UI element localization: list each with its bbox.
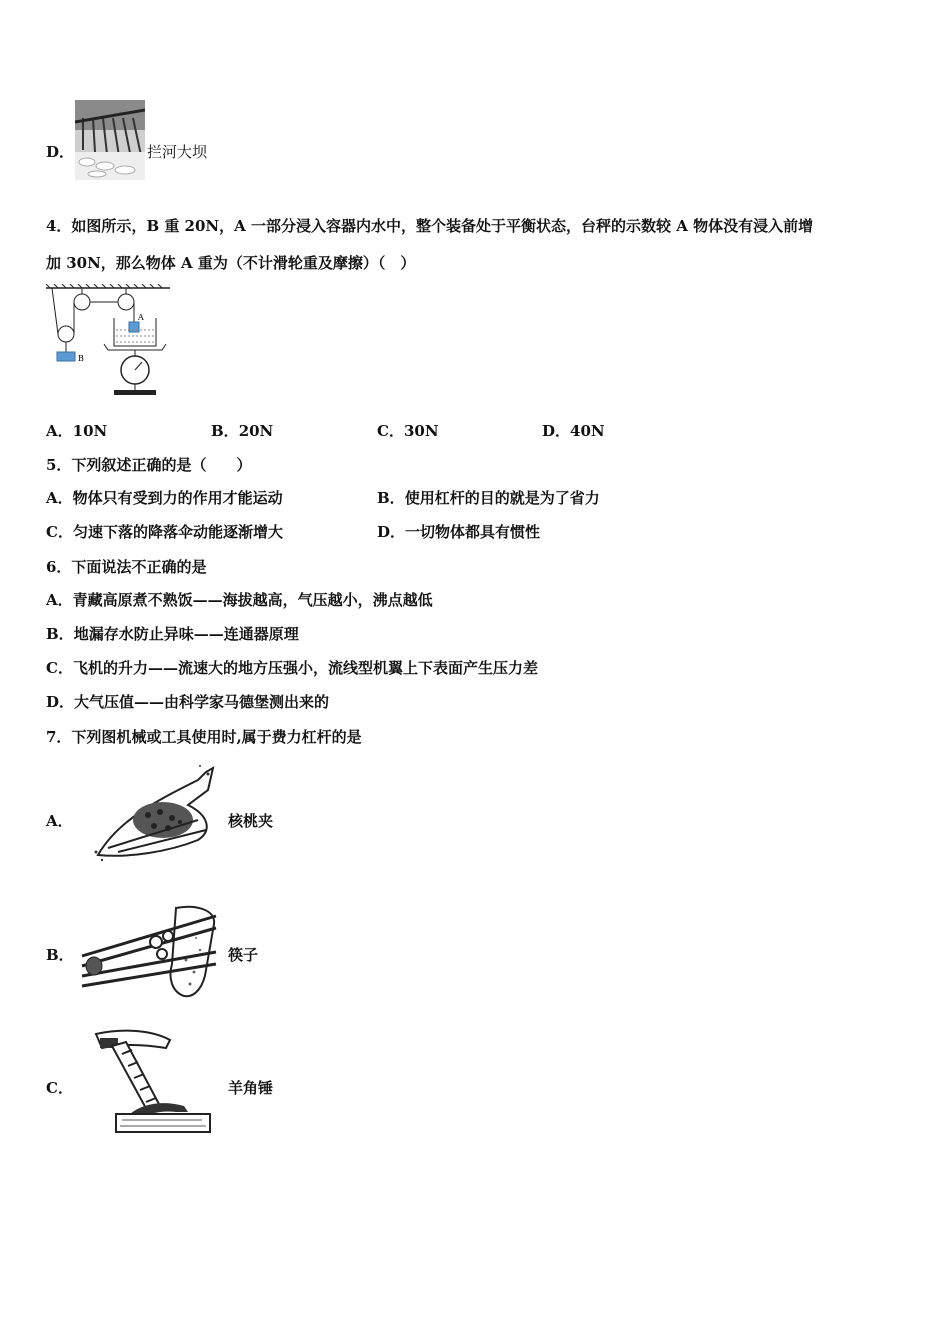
q5-option-b[interactable]: B．使用杠杆的目的就是为了省力 <box>377 489 600 507</box>
q4-option-b[interactable]: B．20N <box>211 422 274 440</box>
label-b: B <box>78 354 84 363</box>
nutcracker-image <box>88 760 218 870</box>
q5-option-d[interactable]: D．一切物体都具有惯性 <box>377 523 541 541</box>
q7-option-a-text: 核桃夹 <box>228 812 274 830</box>
q5-option-a[interactable]: A．物体只有受到力的作用才能运动 <box>46 489 283 507</box>
q7-stem: 7．下列图机械或工具使用时,属于费力杠杆的是 <box>46 728 362 746</box>
option-label: D． <box>46 143 75 161</box>
q4-option-d[interactable]: D．40N <box>542 422 605 440</box>
pulley-scale-figure <box>44 284 174 399</box>
q6-option-d[interactable]: D．大气压值——由科学家马德堡测出来的 <box>46 693 330 711</box>
q7-option-c-text: 羊角锤 <box>228 1079 274 1097</box>
q5-stem: 5．下列叙述正确的是（ ） <box>46 456 252 474</box>
dam-caption: 拦河大坝 <box>147 143 208 161</box>
q7-option-b-text: 筷子 <box>228 946 259 964</box>
q6-option-c[interactable]: C．飞机的升力——流速大的地方压强小，流线型机翼上下表面产生压力差 <box>46 659 538 677</box>
q4-option-a[interactable]: A．10N <box>46 422 108 440</box>
block-b <box>57 352 75 361</box>
q4-stem-line1: 4．如图所示，B 重 20N，A 一部分浸入容器内水中，整个装备处于平衡状态，台秤的示数较 A 物体没有浸入前增 <box>46 217 814 235</box>
q3-option-d <box>46 141 74 162</box>
q4-option-c[interactable]: C．30N <box>377 422 439 440</box>
q7-option-b-label[interactable]: B． <box>46 946 74 964</box>
q6-option-b[interactable]: B．地漏存水防止异味——连通器原理 <box>46 625 299 643</box>
movable-pulley <box>58 326 74 342</box>
q5-option-c[interactable]: C．匀速下落的降落伞动能逐渐增大 <box>46 523 283 541</box>
q4-stem-line2: 加 30N，那么物体 A 重为（不计滑轮重及摩擦）（ ） <box>46 254 416 272</box>
q7-option-a-label[interactable]: A． <box>46 812 73 830</box>
chopsticks-image <box>76 900 221 1005</box>
label-a: A <box>138 313 144 322</box>
dam-photo <box>75 100 145 180</box>
q7-option-c-label[interactable]: C． <box>46 1079 73 1097</box>
fixed-pulley-left <box>74 294 90 310</box>
q6-stem: 6．下面说法不正确的是 <box>46 558 207 576</box>
wood-board <box>116 1114 210 1132</box>
fixed-pulley-right <box>118 294 134 310</box>
scale-base <box>114 390 156 395</box>
q6-option-a[interactable]: A．青藏高原煮不熟饭——海拔越高，气压越小，沸点越低 <box>46 591 433 609</box>
claw-hammer-image <box>92 1026 214 1136</box>
